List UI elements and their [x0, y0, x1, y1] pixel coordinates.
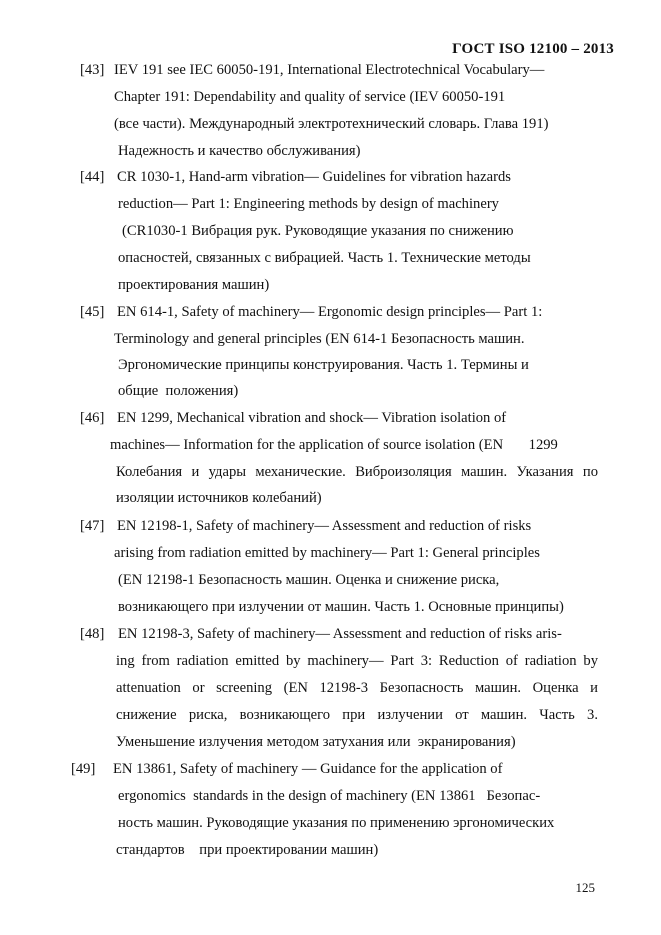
reference-line: ergonomics standards in the design of machinery (EN 13861 Безопас-: [118, 788, 541, 804]
reference-line: Chapter 191: Dependability and quality of service (IEV 60050-191: [114, 89, 506, 105]
reference-line: attenuation or screening (EN 12198-3 Безопасность машин. Оценка и: [116, 680, 598, 696]
reference-line: (все части). Международный электротехнический словарь. Глава 191): [114, 116, 549, 132]
reference-number: [48]: [80, 626, 105, 642]
document-header: ГОСТ ISO 12100 – 2013: [452, 41, 614, 57]
reference-number: [45]: [80, 304, 105, 320]
reference-line: Колебания и удары механические. Виброизоляция машин. Указания по: [116, 464, 598, 480]
reference-line: EN 12198-3, Safety of machinery— Assessment and reduction of risks aris-: [118, 626, 562, 642]
reference-line: возникающего при излучении от машин. Часть 1. Основные принципы): [118, 599, 564, 615]
reference-line: machines— Information for the application of source isolation (EN 1299: [110, 437, 558, 453]
reference-line: CR 1030-1, Hand-arm vibration— Guidelines for vibration hazards: [117, 169, 511, 185]
reference-number: [46]: [80, 410, 105, 426]
reference-line: EN 614-1, Safety of machinery— Ergonomic design principles— Part 1:: [117, 304, 543, 320]
reference-line: reduction— Part 1: Engineering methods by design of machinery: [118, 196, 499, 212]
reference-line: EN 1299, Mechanical vibration and shock— Vibration isolation of: [117, 410, 507, 426]
reference-line: arising from radiation emitted by machinery— Part 1: General principles: [114, 545, 540, 561]
reference-line: снижение риска, возникающего при излучении от машин. Часть 3.: [116, 707, 598, 723]
reference-number: [49]: [71, 761, 96, 777]
reference-line: Эргономические принципы конструирования. Часть 1. Термины и: [118, 357, 529, 373]
reference-line: Terminology and general principles (EN 614-1 Безопасность машин.: [114, 331, 525, 347]
reference-line: общие положения): [118, 383, 239, 399]
reference-line: EN 12198-1, Safety of machinery— Assessment and reduction of risks: [117, 518, 532, 534]
reference-line: проектирования машин): [118, 277, 270, 293]
reference-line: ность машин. Руководящие указания по применению эргономических: [118, 815, 555, 831]
reference-number: [44]: [80, 169, 105, 185]
page-number: 125: [575, 880, 595, 895]
reference-number: [43]: [80, 62, 105, 78]
reference-line: стандартов при проектировании машин): [116, 842, 379, 858]
reference-line: (EN 12198-1 Безопасность машин. Оценка и снижение риска,: [118, 572, 500, 588]
reference-line: EN 13861, Safety of machinery — Guidance for the application of: [113, 761, 503, 777]
reference-number: [47]: [80, 518, 105, 534]
reference-line: Надежность и качество обслуживания): [118, 143, 361, 159]
reference-line: ing from radiation emitted by machinery— Part 3: Reduction of radiation by: [116, 653, 598, 669]
reference-line: изоляции источников колебаний): [116, 490, 322, 506]
reference-line: опасностей, связанных с вибрацией. Часть 1. Технические методы: [118, 250, 531, 266]
reference-line: IEV 191 see IEC 60050-191, International Electrotechnical Vocabulary—: [114, 62, 545, 78]
reference-line: (CR1030-1 Вибрация рук. Руководящие указания по снижению: [122, 223, 514, 239]
reference-line: Уменьшение излучения методом затухания или экранирования): [116, 734, 516, 750]
